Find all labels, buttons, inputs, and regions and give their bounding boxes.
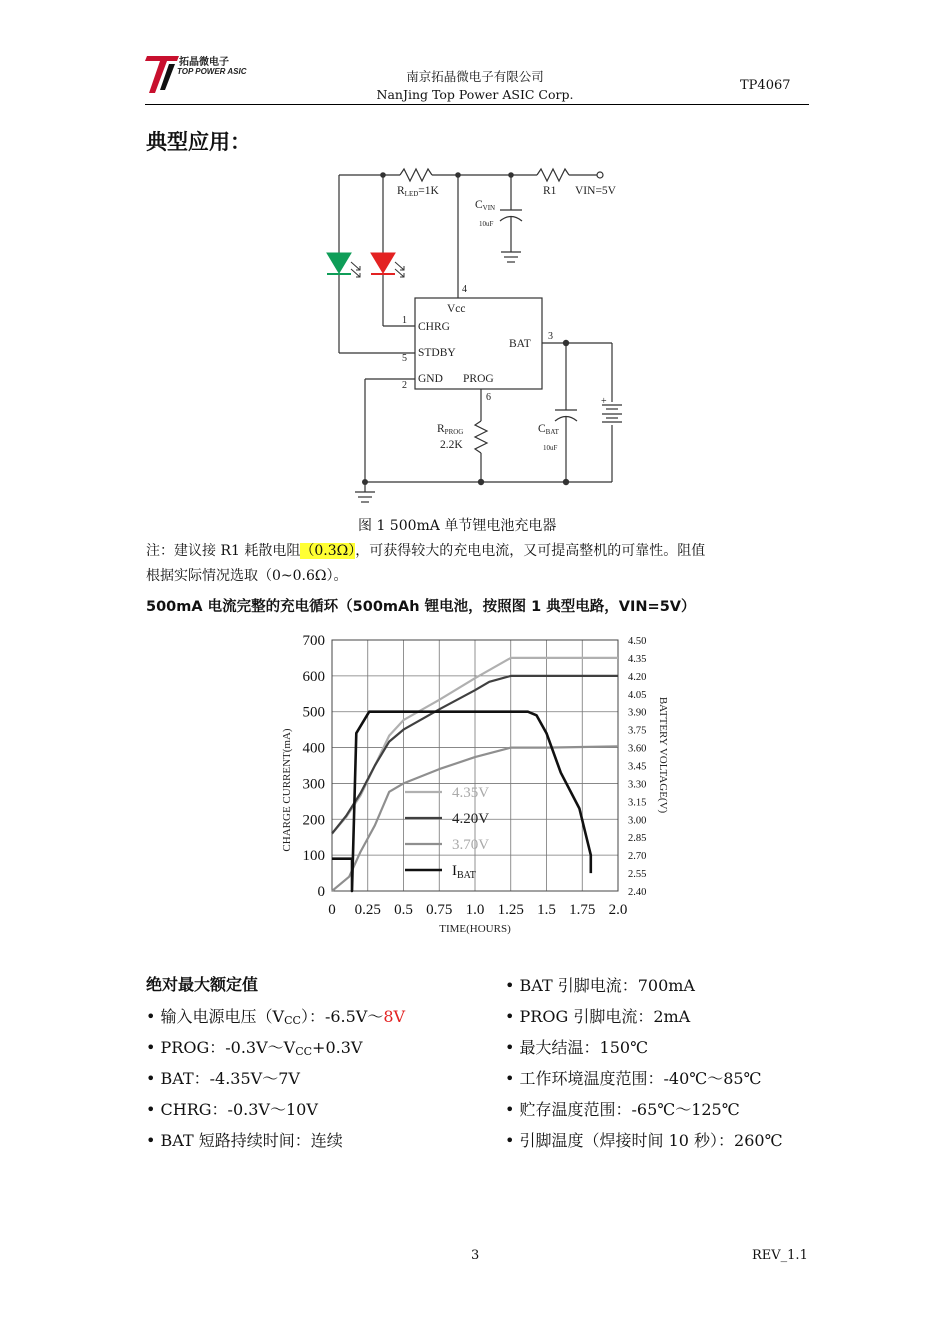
x-tick-label: 1.25 bbox=[497, 902, 524, 918]
legend-label: $I_{BAT}$ bbox=[452, 863, 476, 881]
battery-plus: + bbox=[601, 396, 607, 407]
series-line-i bbox=[332, 712, 591, 891]
spec-item: • 贮存温度范围：-65℃～125℃ bbox=[505, 1100, 740, 1119]
y2-tick-label: 3.75 bbox=[628, 725, 647, 737]
spec-item: • PROG 引脚电流：2mA bbox=[505, 1007, 691, 1026]
cbat-label: CBAT bbox=[538, 423, 559, 436]
pin-4: 4 bbox=[462, 284, 467, 295]
y-tick-label: 500 bbox=[302, 704, 325, 721]
company-name-cn: 南京拓晶微电子有限公司 bbox=[406, 69, 544, 84]
x-tick-label: 2.0 bbox=[608, 902, 628, 918]
y2-tick-label: 2.40 bbox=[628, 887, 647, 898]
revision: REV_1.1 bbox=[752, 1248, 808, 1263]
y2-tick-label: 3.60 bbox=[628, 743, 647, 755]
legend-label: 3.70V bbox=[452, 837, 490, 853]
y2-tick-label: 4.20 bbox=[628, 671, 647, 683]
r1-resistor bbox=[537, 169, 569, 181]
x-tick-label: 0.25 bbox=[354, 902, 381, 918]
gnd-label: GND bbox=[418, 373, 443, 385]
x-tick-label: 1.75 bbox=[569, 902, 596, 918]
y2-tick-label: 4.05 bbox=[628, 689, 647, 701]
x-tick-label: 1.5 bbox=[537, 902, 556, 918]
spec-item: • BAT 引脚电流：700mA bbox=[505, 976, 695, 995]
y-tick-label: 700 bbox=[302, 633, 325, 649]
pin-5: 5 bbox=[402, 353, 407, 364]
vin-label: VIN=5V bbox=[575, 185, 616, 197]
led-red-icon bbox=[371, 253, 404, 277]
y2-tick-label: 3.45 bbox=[628, 761, 647, 773]
note-line-1 bbox=[146, 540, 810, 562]
y-tick-label: 100 bbox=[302, 848, 325, 865]
stdby-label: STDBY bbox=[418, 347, 456, 359]
rprog-resistor bbox=[475, 421, 487, 453]
spec-item: • 输入电源电压$(V_{CC})$：-6.5V～8V bbox=[146, 1007, 406, 1027]
y2-tick-label: 2.70 bbox=[628, 851, 647, 863]
x-tick-label: 1.0 bbox=[465, 902, 485, 918]
y2-tick-label: 3.15 bbox=[628, 797, 647, 809]
pin-1: 1 bbox=[402, 315, 407, 326]
chart-legend bbox=[405, 785, 489, 881]
logo-text-cn: 拓晶微电子 bbox=[179, 57, 229, 68]
vin-terminal bbox=[597, 172, 603, 178]
section-title: 典型应用： bbox=[146, 130, 251, 154]
y2-tick-label: 4.35 bbox=[628, 653, 647, 665]
bat-label: BAT bbox=[509, 338, 531, 350]
spec-item: • BAT：-4.35V～7V bbox=[146, 1069, 300, 1088]
r1-label: R1 bbox=[543, 185, 557, 197]
note-line-2: 根据实际情况选取（0~0.6Ω）。 bbox=[146, 568, 348, 584]
y-tick-label: 200 bbox=[302, 812, 325, 829]
header-rule bbox=[145, 104, 809, 105]
pin-6: 6 bbox=[486, 392, 491, 403]
abs-max-title: 绝对最大额定值 bbox=[146, 975, 259, 994]
rled-label: RLED=1K bbox=[397, 185, 439, 198]
y2-tick-label: 4.50 bbox=[628, 636, 647, 647]
charge-cycle-title: 500mA 电流完整的充电循环（500mAh 锂电池，按照图 1 典型电路，VIN=5V） bbox=[146, 599, 696, 615]
led-green-icon bbox=[327, 253, 360, 277]
company-name-en: NanJing Top Power ASIC Corp. bbox=[376, 87, 574, 102]
legend-label: 4.20V bbox=[452, 811, 490, 827]
rled-resistor bbox=[400, 169, 432, 181]
prog-label: PROG bbox=[463, 373, 494, 385]
note-text-cont: ，可获得较大的充电电流，又可提高整机的可靠性。阻值 bbox=[355, 543, 706, 559]
part-number: TP4067 bbox=[740, 78, 791, 93]
x-tick-label: 0 bbox=[328, 902, 336, 918]
note-text: 注：建议接 R1 耗散电阻 bbox=[146, 543, 301, 559]
cvin-label: CVIN bbox=[475, 199, 496, 212]
x-tick-label: 0.75 bbox=[426, 902, 453, 918]
spec-item: • CHRG：-0.3V～10V bbox=[146, 1100, 318, 1119]
note-highlight: （0.3Ω） bbox=[300, 543, 356, 559]
charge-cycle-chart bbox=[270, 625, 690, 945]
y-axis-label: CHARGE CURRENT(mA) bbox=[281, 728, 293, 852]
spec-item: • 工作环境温度范围：-40℃～85℃ bbox=[505, 1069, 762, 1088]
y2-tick-label: 2.85 bbox=[628, 833, 647, 845]
legend-label: 4.35V bbox=[452, 785, 490, 801]
y2-tick-label: 3.90 bbox=[628, 707, 647, 719]
logo-text-en: TOP POWER ASIC bbox=[177, 67, 247, 76]
cvin-value: 10uF bbox=[479, 220, 494, 228]
logo bbox=[145, 50, 245, 95]
figure-caption: 图 1 500mA 单节锂电池充电器 bbox=[358, 518, 557, 534]
y2-tick-label: 3.00 bbox=[628, 815, 647, 827]
pin-3: 3 bbox=[548, 331, 553, 342]
spec-item: • 最大结温：150℃ bbox=[505, 1038, 648, 1057]
y-tick-label: 0 bbox=[317, 884, 325, 900]
rprog-label: RPROG bbox=[437, 423, 464, 436]
x-axis-label: TIME(HOURS) bbox=[439, 923, 511, 935]
y2-axis-label: BATTERY VOLTAGE(V) bbox=[657, 696, 669, 814]
y-tick-label: 600 bbox=[302, 668, 325, 685]
spec-item: • 引脚温度（焊接时间 10 秒）：260℃ bbox=[505, 1131, 783, 1150]
y2-tick-label: 3.30 bbox=[628, 779, 647, 791]
chrg-label: CHRG bbox=[418, 321, 450, 333]
x-tick-label: 0.5 bbox=[394, 902, 413, 918]
y-tick-label: 400 bbox=[302, 740, 325, 757]
y2-tick-label: 2.55 bbox=[628, 869, 647, 881]
rprog-value: 2.2K bbox=[440, 439, 463, 451]
y-tick-label: 300 bbox=[302, 776, 325, 793]
circuit-diagram bbox=[320, 160, 640, 515]
vcc-label: Vcc bbox=[447, 303, 466, 315]
spec-item: • BAT 短路持续时间：连续 bbox=[146, 1131, 343, 1150]
cbat-value: 10uF bbox=[543, 444, 558, 452]
spec-item: • PROG：$-0.3V\sim V_{CC}+0.3V$ bbox=[146, 1038, 363, 1058]
pin-2: 2 bbox=[402, 380, 407, 391]
battery-icon bbox=[602, 405, 622, 422]
page-number: 3 bbox=[471, 1248, 480, 1263]
